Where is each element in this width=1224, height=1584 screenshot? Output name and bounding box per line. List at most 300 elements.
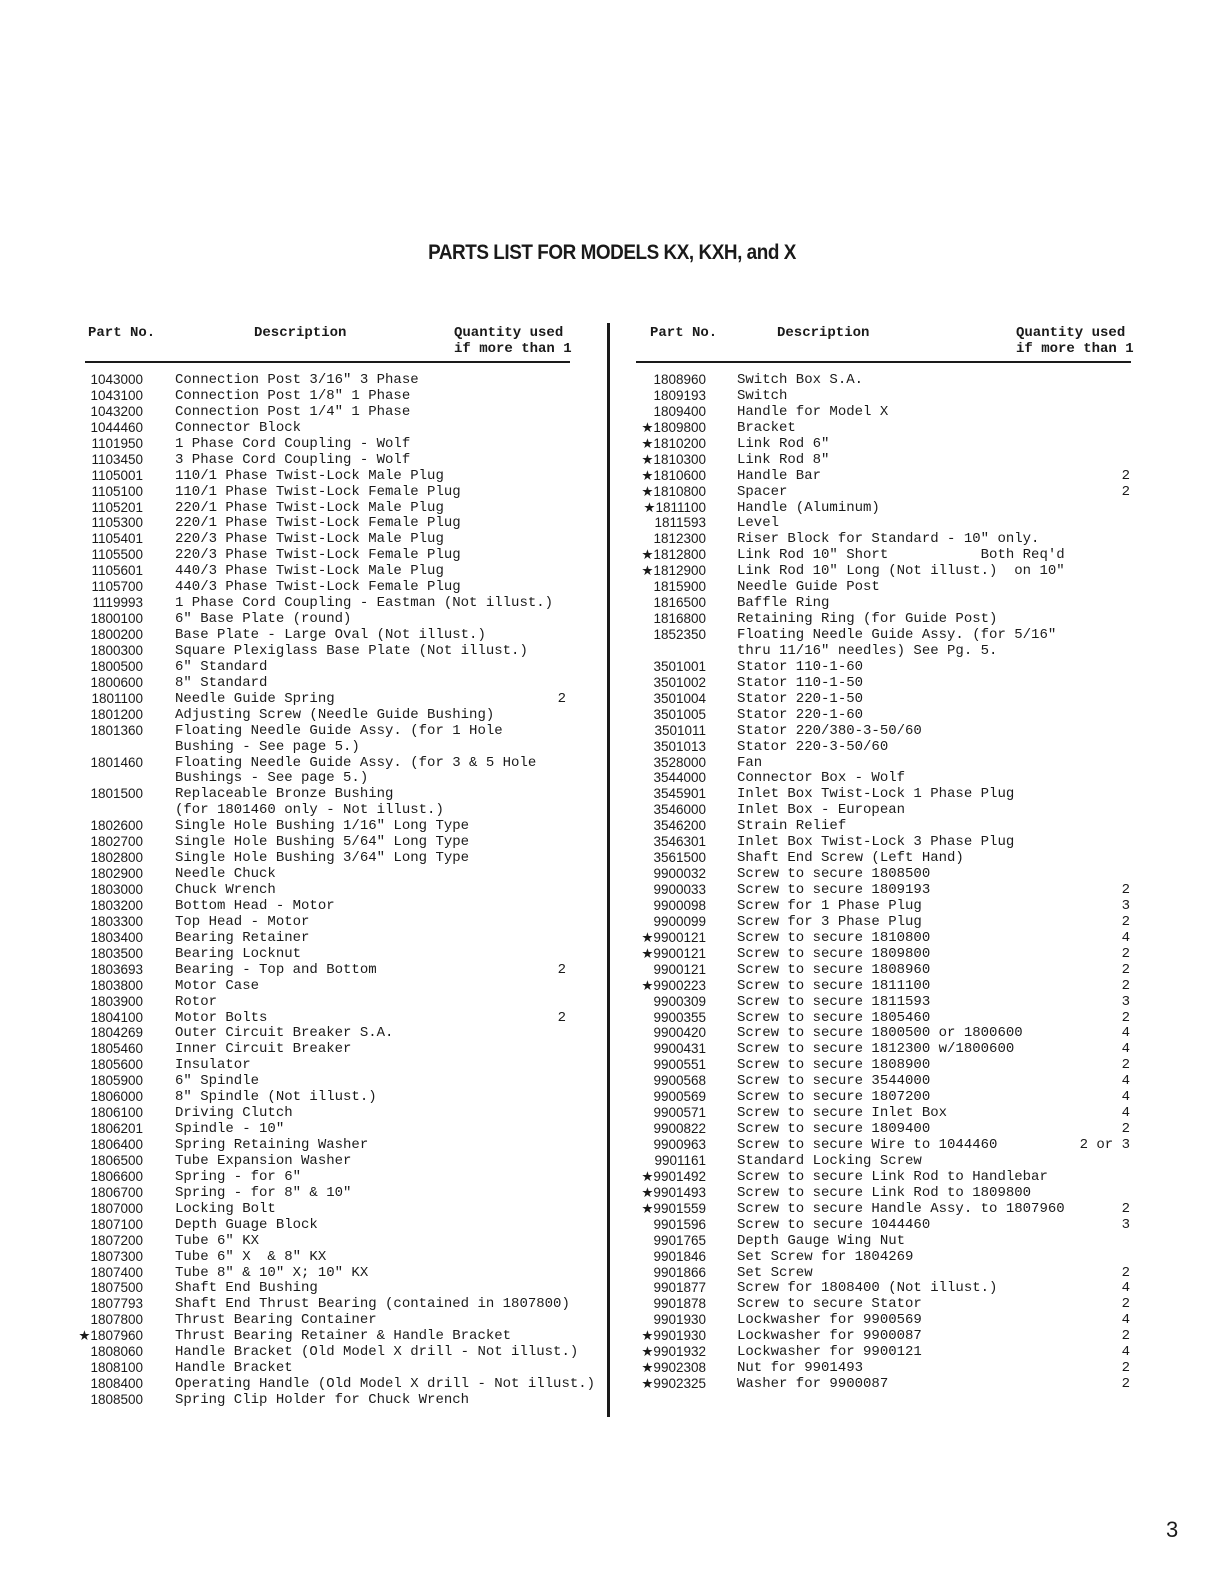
part-quantity: 3 [1121, 993, 1130, 1010]
table-row [60, 1296, 580, 1312]
part-number: 1805900 [90, 1073, 143, 1089]
part-description: Link Rod 8" [737, 451, 830, 468]
part-description: Fan [737, 754, 763, 771]
part-number: 3501005 [653, 706, 706, 722]
table-row [60, 994, 580, 1010]
table-row [622, 1328, 1142, 1344]
part-number: 1807200 [90, 1232, 143, 1248]
part-description: 220/1 Phase Twist-Lock Male Plug [175, 499, 444, 516]
part-number: 1803200 [90, 897, 143, 913]
part-number: 1800300 [90, 642, 143, 658]
part-description: Base Plate - Large Oval (Not illust.) [175, 627, 486, 643]
part-description: Handle Bracket [175, 1360, 293, 1377]
part-number: 1105201 [91, 499, 143, 515]
table-row [60, 1137, 580, 1153]
table-row [622, 1265, 1142, 1281]
part-description: Lockwasher for 9900121 [737, 1344, 922, 1361]
part-number: ★9900121 [641, 929, 706, 945]
table-row [60, 1073, 580, 1089]
header-rule [636, 361, 1131, 363]
part-number: 3546000 [653, 802, 706, 818]
header-quantity-line2: if more than 1 [1016, 341, 1134, 357]
table-row [60, 675, 580, 691]
part-number: 1852350 [653, 627, 706, 642]
table-row [60, 404, 580, 420]
part-description: 8" Spindle (Not illust.) [175, 1089, 377, 1106]
part-number: 3501013 [653, 738, 706, 754]
part-description: Spacer [737, 483, 788, 500]
part-description: Depth Gauge Wing Nut [737, 1232, 906, 1249]
part-quantity: 2 [1121, 882, 1130, 898]
table-row [60, 452, 580, 468]
table-row [622, 1360, 1142, 1376]
table-row [60, 1344, 580, 1360]
table-row [622, 452, 1142, 468]
part-description: Stator 220-3-50/60 [737, 738, 889, 755]
table-row [60, 1041, 580, 1057]
part-description: Needle Chuck [175, 866, 276, 883]
part-description: Switch Box S.A. [737, 372, 864, 388]
part-quantity: 2 [1121, 1009, 1130, 1026]
part-number: ★9901559 [641, 1200, 706, 1216]
part-quantity: 4 [1121, 1025, 1130, 1042]
table-row [60, 802, 580, 818]
table-row [622, 1169, 1142, 1185]
table-row [60, 611, 580, 627]
part-number: 1105100 [91, 483, 143, 499]
part-description: Spring Retaining Washer [175, 1137, 369, 1153]
part-number: 1806600 [90, 1168, 143, 1184]
part-description: Inlet Box Twist-Lock 1 Phase Plug [737, 786, 1015, 803]
part-description: Screw to secure 1807200 [737, 1089, 931, 1106]
part-description: Spindle - 10" [175, 1121, 285, 1138]
part-description: Inlet Box - European [737, 802, 906, 819]
part-number: 1105401 [91, 531, 143, 547]
part-description: Set Screw for 1804269 [737, 1248, 914, 1265]
part-quantity: 2 [1121, 1264, 1130, 1281]
table-row [622, 866, 1142, 882]
part-number: 9900099 [653, 913, 706, 929]
part-description: Screw to secure Stator [737, 1296, 922, 1313]
part-description: Screw to secure 1809400 [737, 1121, 931, 1138]
part-number: 1119993 [92, 595, 143, 611]
header-quantity-line2: if more than 1 [454, 341, 572, 357]
table-row [622, 1217, 1142, 1233]
part-number: 1804269 [90, 1025, 143, 1041]
part-quantity: 2 [1121, 467, 1130, 484]
part-description: Lockwasher for 9900569 [737, 1312, 922, 1329]
part-description: Locking Bolt [175, 1200, 276, 1217]
table-row [60, 1153, 580, 1169]
part-description: 110/1 Phase Twist-Lock Male Plug [175, 467, 444, 484]
part-description: Thrust Bearing Container [175, 1312, 377, 1329]
part-quantity: 2 [1121, 945, 1130, 962]
table-row [622, 723, 1142, 739]
part-quantity: 2 [1121, 1200, 1130, 1217]
table-row [622, 691, 1142, 707]
table-row [60, 1249, 580, 1265]
table-row [60, 547, 580, 563]
part-description: Screw to secure 1809800 [737, 945, 931, 962]
part-description: 8" Standard [175, 674, 268, 691]
part-number: 9900822 [653, 1121, 706, 1137]
part-description: Stator 220-1-60 [737, 706, 864, 723]
table-row [60, 946, 580, 962]
part-description: Depth Guage Block [175, 1216, 318, 1233]
table-row [60, 723, 580, 739]
part-number: 1804100 [90, 1009, 143, 1025]
table-row [60, 1025, 580, 1041]
part-number: 1807793 [90, 1296, 143, 1312]
table-row [60, 1376, 596, 1393]
part-description: Washer for 9900087 [737, 1376, 889, 1393]
part-number: 1800200 [90, 627, 143, 642]
part-description: Screw to secure Handle Assy. to 1807960 [737, 1200, 1065, 1217]
part-description: 1 Phase Cord Coupling - Eastman (Not illust.) [175, 595, 554, 612]
part-number: 1806100 [90, 1105, 143, 1121]
part-description: Screw to secure Link Rod to Handlebar [737, 1168, 1048, 1185]
table-row [60, 739, 580, 755]
part-number: ★1810300 [641, 451, 706, 467]
part-description: Single Hole Bushing 5/64" Long Type [175, 834, 470, 851]
table-row [622, 1201, 1142, 1217]
part-quantity: 2 [1121, 1360, 1130, 1377]
part-number: 1807400 [90, 1264, 143, 1280]
part-quantity: 4 [1121, 1344, 1130, 1361]
part-number: 3501004 [653, 690, 706, 706]
part-description: Screw to secure 1808960 [737, 961, 931, 978]
table-row [622, 834, 1142, 850]
part-number: 3546200 [653, 818, 706, 834]
part-number: 1807800 [90, 1312, 143, 1328]
table-row [60, 595, 580, 611]
part-number: 1802600 [90, 818, 143, 834]
part-number: 1811593 [654, 515, 706, 531]
part-description: Connector Box - Wolf [737, 770, 906, 787]
page-title: PARTS LIST FOR MODELS KX, KXH, and X [428, 241, 796, 264]
part-description: Operating Handle (Old Model X drill - Not illust.) [175, 1376, 596, 1393]
part-number: ★9900223 [641, 977, 706, 993]
part-number: ★1811100 [643, 499, 706, 515]
table-row [60, 579, 580, 595]
table-row [60, 1328, 580, 1344]
part-number: ★9901492 [641, 1168, 706, 1184]
part-number: 3501002 [653, 674, 706, 690]
table-row [60, 691, 580, 707]
part-number: 1105700 [91, 579, 143, 595]
part-number: 9900551 [653, 1057, 706, 1073]
part-number: 3561500 [653, 850, 706, 866]
table-row [60, 627, 580, 643]
table-row [60, 659, 580, 675]
table-row [60, 388, 580, 404]
part-number: ★1807960 [78, 1328, 143, 1344]
part-number: 1807500 [90, 1280, 143, 1296]
part-description: Stator 220/380-3-50/60 [737, 722, 922, 739]
part-description: Connection Post 1/8" 1 Phase [175, 387, 411, 404]
table-row [60, 898, 580, 914]
part-description: Tube 8" & 10" X; 10" KX [175, 1264, 369, 1281]
part-number: 9901161 [654, 1152, 706, 1168]
part-number: 9900963 [653, 1137, 706, 1152]
part-number: 9900355 [653, 1009, 706, 1025]
part-description: Screw to secure 1810800 [737, 929, 931, 946]
table-row [622, 1296, 1142, 1312]
table-row [60, 786, 580, 802]
table-row [622, 850, 1142, 866]
table-row [622, 515, 1142, 531]
part-number: 1043100 [90, 387, 143, 403]
part-description: Screw to secure 1808500 [737, 866, 931, 883]
table-row [622, 547, 1142, 563]
part-number: 9901765 [653, 1232, 706, 1248]
part-description: Retaining Ring (for Guide Post) [737, 611, 998, 628]
part-number: 1105001 [91, 467, 143, 483]
part-quantity: 2 [557, 961, 566, 978]
part-description: Bearing Retainer [175, 929, 310, 946]
part-number: 3501011 [654, 722, 706, 738]
header-description: Description [777, 325, 870, 341]
part-number: 9900571 [653, 1105, 706, 1121]
part-number: 1806500 [90, 1152, 143, 1168]
part-number: 9901877 [653, 1280, 706, 1296]
part-number: 1801500 [90, 786, 143, 802]
table-row [60, 436, 580, 452]
table-row [622, 930, 1142, 946]
page-number: 3 [1166, 1517, 1179, 1542]
part-number: 9900098 [653, 897, 706, 913]
table-row [60, 1201, 580, 1217]
part-number: 9900420 [653, 1025, 706, 1041]
table-row [622, 531, 1142, 547]
part-description: Inlet Box Twist-Lock 3 Phase Plug [737, 834, 1015, 851]
part-description: Floating Needle Guide Assy. (for 3 & 5 Hole [175, 754, 537, 771]
part-description: Rotor [175, 993, 218, 1010]
table-row [622, 579, 1142, 595]
table-row [622, 1312, 1142, 1328]
table-row [622, 1057, 1142, 1073]
part-number: 9901846 [653, 1248, 706, 1264]
part-number: ★9901493 [641, 1184, 706, 1200]
part-number: 1043000 [90, 372, 143, 387]
table-row [622, 994, 1142, 1010]
part-description: Adjusting Screw (Needle Guide Bushing) [175, 706, 495, 723]
part-number: 9900121 [653, 961, 706, 977]
part-description: Screw for 1 Phase Plug [737, 897, 922, 914]
table-row [622, 1233, 1142, 1249]
part-description: Single Hole Bushing 3/64" Long Type [175, 850, 470, 867]
header-quantity-line1: Quantity used [1016, 325, 1126, 341]
part-quantity: 2 [557, 690, 566, 707]
part-description: Tube 6" KX [175, 1232, 260, 1249]
part-description: Strain Relief [737, 818, 847, 835]
part-number: 1803900 [90, 993, 143, 1009]
table-row [622, 818, 1142, 834]
part-number: 3544000 [653, 770, 706, 786]
table-row [622, 1153, 1142, 1169]
table-row [622, 882, 1142, 898]
part-quantity: 4 [1121, 1280, 1130, 1297]
part-description: Stator 110-1-60 [737, 658, 864, 675]
part-number: 1812300 [653, 531, 706, 547]
part-number: 1802700 [90, 834, 143, 850]
part-description: Bearing - Top and Bottom [175, 961, 377, 978]
table-header [60, 325, 580, 361]
table-row [60, 834, 580, 850]
part-description: Motor Bolts [175, 1009, 268, 1026]
part-number: ★1812900 [641, 563, 706, 579]
header-description: Description [254, 325, 347, 341]
part-description: Link Rod 10" Long (Not illust.) on 10" [737, 563, 1065, 580]
part-number: 1806700 [90, 1184, 143, 1200]
header-quantity [454, 325, 572, 357]
part-description: Screw to secure 1805460 [737, 1009, 931, 1026]
part-description: Single Hole Bushing 1/16" Long Type [175, 818, 470, 835]
part-description: Connection Post 3/16" 3 Phase [175, 372, 419, 388]
part-number: ★1810600 [641, 467, 706, 483]
table-row [60, 500, 580, 516]
part-number: 9901878 [653, 1296, 706, 1312]
part-description: Stator 110-1-50 [737, 674, 864, 691]
part-number: 1808100 [90, 1360, 143, 1376]
part-description: Spring Clip Holder for Chuck Wrench [175, 1392, 470, 1408]
table-row [622, 962, 1142, 978]
part-quantity: 2 [1121, 483, 1130, 500]
table-row [622, 1041, 1142, 1057]
part-description: Spring - for 8" & 10" [175, 1184, 352, 1201]
table-row [622, 1025, 1142, 1041]
part-description: Link Rod 6" [737, 435, 830, 452]
table-row [622, 595, 1142, 611]
part-number: 9900309 [653, 993, 706, 1009]
part-number: 1800500 [90, 658, 143, 674]
part-quantity: 4 [1121, 929, 1130, 946]
part-number: 1043200 [90, 403, 143, 419]
part-description: Screw to secure 1808900 [737, 1057, 931, 1074]
table-row [60, 755, 580, 771]
part-quantity: 2 [1121, 1121, 1130, 1138]
header-rule [85, 361, 570, 363]
part-quantity: 3 [1121, 897, 1130, 914]
table-row [60, 643, 580, 659]
part-number: 1808960 [653, 372, 706, 387]
header-quantity-line1: Quantity used [454, 325, 564, 341]
table-row [60, 930, 580, 946]
part-number: 1808500 [90, 1392, 143, 1407]
rows-right [622, 372, 1142, 1392]
table-row [622, 659, 1142, 675]
part-description: Connection Post 1/4" 1 Phase [175, 403, 411, 420]
part-description: Tube 6" X & 8" KX [175, 1248, 327, 1265]
table-row [60, 978, 580, 994]
part-description: Screw to secure Link Rod to 1809800 [737, 1184, 1032, 1201]
part-description: 6" Standard [175, 658, 268, 675]
part-description: Shaft End Screw (Left Hand) [737, 850, 964, 867]
table-row [60, 850, 580, 866]
part-number: 1103450 [91, 451, 143, 467]
table-row [60, 914, 580, 930]
table-row [622, 739, 1142, 755]
table-row [622, 1376, 1142, 1392]
part-description: Set Screw [737, 1264, 813, 1281]
part-number: 1802800 [90, 850, 143, 866]
part-quantity: 4 [1121, 1073, 1130, 1090]
part-description: Connector Block [175, 419, 302, 436]
part-number: ★1810800 [641, 483, 706, 499]
part-description: 440/3 Phase Twist-Lock Male Plug [175, 563, 444, 580]
part-description: Shaft End Thrust Bearing (contained in 1807800) [175, 1296, 570, 1313]
table-row [60, 1089, 580, 1105]
part-number: 1803000 [90, 882, 143, 897]
part-description: Screw to secure 1812300 w/1800600 [737, 1041, 1015, 1058]
part-description: Bottom Head - Motor [175, 897, 335, 914]
part-description: Screw to secure 1044460 [737, 1216, 931, 1233]
table-row [622, 436, 1142, 452]
part-quantity: 2 [557, 1009, 566, 1026]
part-quantity: 4 [1121, 1089, 1130, 1106]
part-number: 1803800 [90, 977, 143, 993]
part-description: 440/3 Phase Twist-Lock Female Plug [175, 579, 461, 596]
table-row [60, 1217, 580, 1233]
part-description: Handle Bar [737, 467, 822, 484]
part-number: 1806400 [90, 1137, 143, 1152]
table-row [622, 388, 1142, 404]
part-number: 1101950 [91, 435, 143, 451]
header-part-no: Part No. [650, 325, 718, 341]
table-row [622, 786, 1142, 802]
part-description: Floating Needle Guide Assy. (for 1 Hole [175, 722, 503, 739]
part-description: Riser Block for Standard - 10" only. [737, 531, 1040, 548]
column-divider [607, 323, 610, 1417]
part-quantity: 2 [1121, 961, 1130, 978]
table-row [60, 707, 580, 723]
part-description: 220/1 Phase Twist-Lock Female Plug [175, 515, 461, 532]
part-number: ★1810200 [641, 435, 706, 451]
table-row [60, 1280, 580, 1296]
part-description: Bracket [737, 419, 796, 436]
part-number: 1806000 [90, 1089, 143, 1105]
part-number: 1809400 [653, 403, 706, 419]
part-number: 1805460 [90, 1041, 143, 1057]
part-quantity: 2 [1121, 1328, 1130, 1345]
part-description: Link Rod 10" Short Both Req'd [737, 547, 1065, 564]
part-number: 1803693 [90, 961, 143, 977]
part-number: ★9900121 [641, 945, 706, 961]
part-number: 1800100 [90, 611, 143, 627]
table-row [60, 866, 580, 882]
part-description: Screw to secure 1811593 [737, 993, 931, 1010]
table-row [622, 1249, 1142, 1265]
part-description: 220/3 Phase Twist-Lock Male Plug [175, 531, 444, 548]
part-description: 3 Phase Cord Coupling - Wolf [175, 451, 411, 468]
part-number: 1105500 [91, 547, 143, 563]
part-description: 1 Phase Cord Coupling - Wolf [175, 435, 411, 452]
part-description: (for 1801460 only - Not illust.) [175, 802, 444, 819]
part-description: Square Plexiglass Base Plate (Not illust.) [175, 642, 528, 659]
part-description: Stator 220-1-50 [737, 690, 864, 707]
part-description: Floating Needle Guide Assy. (for 5/16" [737, 627, 1057, 643]
part-description: Handle for Model X [737, 403, 889, 420]
part-description: Screw to secure 1809193 [737, 882, 931, 898]
table-row [622, 946, 1142, 962]
part-number: 9901866 [653, 1264, 706, 1280]
part-quantity: 2 [1121, 1057, 1130, 1074]
part-number: 1044460 [90, 419, 143, 435]
part-description: Driving Clutch [175, 1105, 293, 1122]
part-description: Chuck Wrench [175, 882, 276, 898]
table-row [622, 755, 1142, 771]
rows-left [60, 372, 596, 1408]
